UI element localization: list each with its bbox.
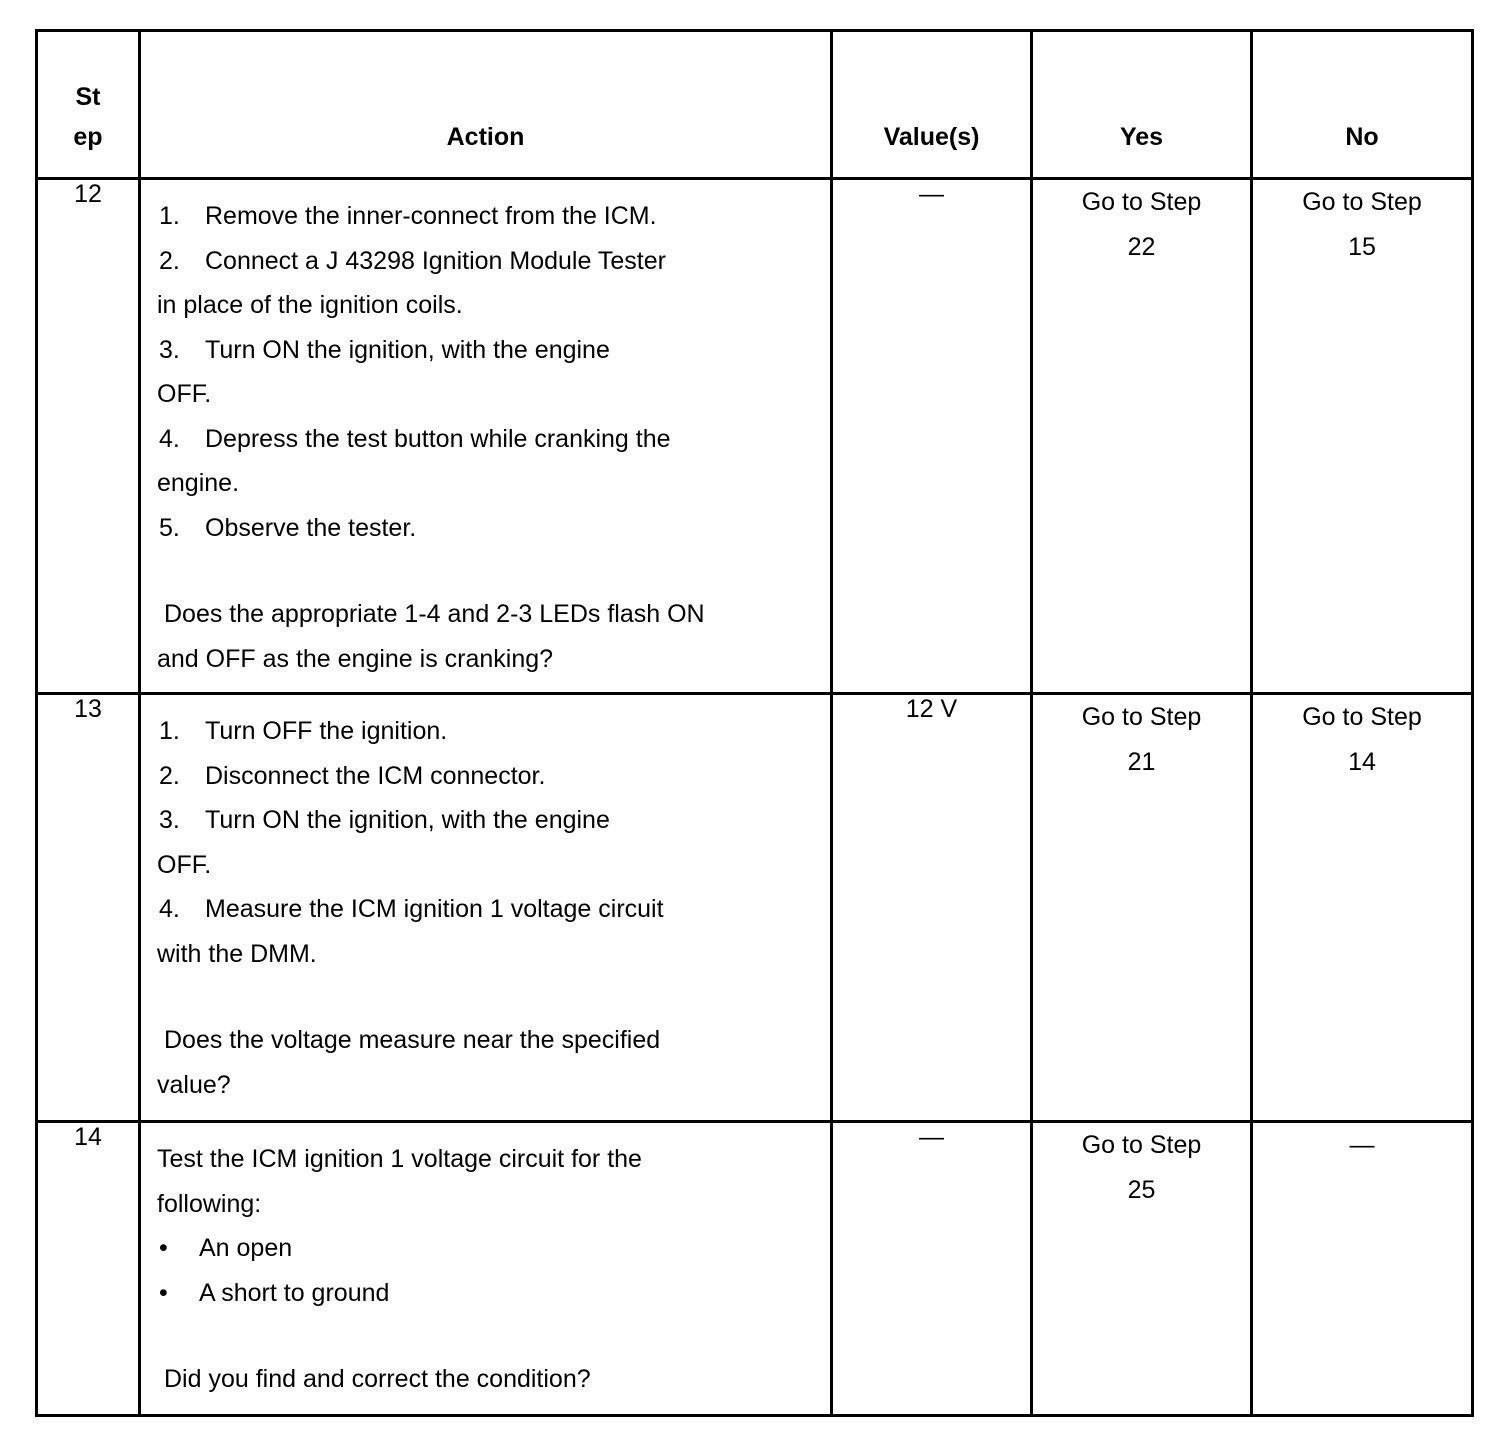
question-line: value?: [157, 1070, 231, 1099]
action-line: 1. Remove the inner-connect from the ICM.: [159, 202, 657, 230]
action-line: OFF.: [157, 380, 212, 408]
header-no: No: [1252, 31, 1473, 179]
yes-cell: Go to Step 25: [1032, 1122, 1252, 1416]
question-line: Did you find and correct the condition?: [164, 1365, 591, 1393]
table-row: [37, 1122, 1473, 1416]
action-line: 1. Turn OFF the ignition.: [159, 717, 448, 745]
bullet-item: • A short to ground: [159, 1278, 390, 1307]
table-row: [37, 179, 1473, 694]
value-cell: 12 V: [832, 694, 1032, 1122]
value-cell: —: [832, 1122, 1032, 1416]
diagnostic-table: [35, 29, 1474, 1417]
yes-cell: Go to Step 22: [1032, 179, 1252, 694]
action-line: engine.: [157, 469, 240, 497]
action-line: 3. Turn ON the ignition, with the engine: [159, 335, 610, 364]
action-line: 4. Depress the test button while cranking the: [159, 424, 671, 453]
no-cell: —: [1252, 1122, 1473, 1416]
no-cell: Go to Step 14: [1252, 694, 1473, 1122]
action-line: 4. Measure the ICM ignition 1 voltage circuit: [159, 895, 664, 923]
header-yes: Yes: [1032, 31, 1252, 179]
header-value: Value(s): [832, 31, 1032, 179]
step-number: 13: [37, 694, 140, 1122]
no-cell: Go to Step 15: [1252, 179, 1473, 694]
question-line: and OFF as the engine is cranking?: [157, 644, 554, 673]
action-line: 2. Disconnect the ICM connector.: [159, 761, 546, 790]
bullet-item: • An open: [159, 1234, 293, 1262]
action-cell: [140, 179, 832, 694]
question-line: Does the appropriate 1-4 and 2-3 LEDs flash ON: [164, 600, 705, 628]
action-line: in place of the ignition coils.: [157, 291, 463, 319]
action-line: with the DMM.: [157, 939, 317, 968]
step-number: 12: [37, 179, 140, 694]
action-cell: [140, 694, 832, 1122]
action-cell: [140, 1122, 832, 1416]
yes-cell: Go to Step 21: [1032, 694, 1252, 1122]
action-line: 3. Turn ON the ignition, with the engine: [159, 806, 610, 834]
question-line: Does the voltage measure near the specified: [164, 1026, 661, 1054]
header-row: [37, 31, 1473, 179]
header-step: St ep: [37, 31, 140, 179]
value-cell: —: [832, 179, 1032, 694]
step-number: 14: [37, 1122, 140, 1416]
table-row: [37, 694, 1473, 1122]
header-action: Action: [140, 31, 832, 179]
action-line: following:: [157, 1189, 262, 1218]
action-line: Test the ICM ignition 1 voltage circuit for the: [157, 1145, 642, 1173]
action-line: OFF.: [157, 850, 212, 879]
action-line: 5. Observe the tester.: [159, 513, 417, 542]
action-line: 2. Connect a J 43298 Ignition Module Tester: [159, 246, 666, 275]
